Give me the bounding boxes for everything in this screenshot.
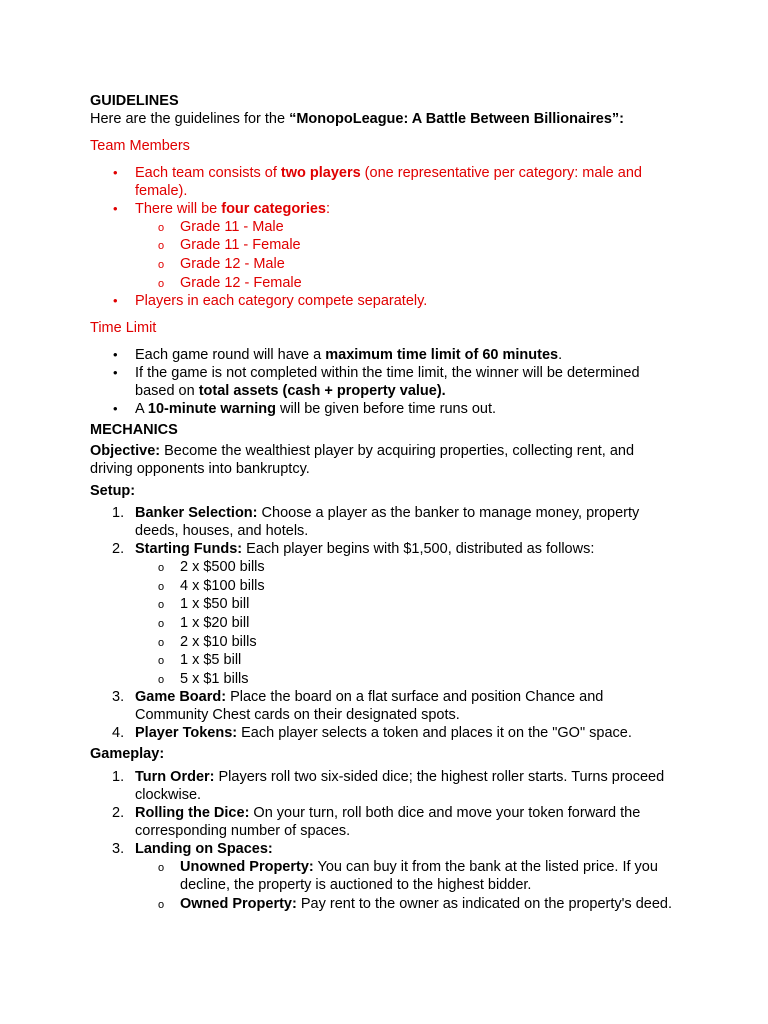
list-item bbox=[90, 688, 680, 724]
objective-paragraph bbox=[90, 443, 680, 478]
item-number: 3. bbox=[112, 840, 125, 857]
item-bold: total assets (cash + property value). bbox=[198, 382, 446, 399]
list-item bbox=[90, 724, 680, 742]
list-item bbox=[90, 292, 680, 310]
bullet-marker: • bbox=[113, 364, 118, 380]
item-text: Each player selects a token and places it on the "GO" space. bbox=[237, 725, 632, 742]
category-item bbox=[90, 274, 680, 293]
sub-bullet-marker: o bbox=[158, 861, 165, 874]
item-text: (one representative per category: male and female). bbox=[135, 164, 642, 199]
item-number: 2. bbox=[112, 541, 125, 558]
item-label: Unowned Property: bbox=[180, 858, 314, 875]
item-label: Starting Funds: bbox=[135, 541, 243, 558]
sub-bullet-marker: o bbox=[158, 258, 165, 271]
item-text: Players roll two six-sided dice; the highest roller starts. Turns proceed clockwise. bbox=[135, 768, 665, 803]
item-label: Turn Order: bbox=[135, 768, 215, 785]
list-item bbox=[90, 200, 680, 218]
bill-item bbox=[90, 614, 680, 633]
guidelines-heading: GUIDELINES bbox=[90, 93, 179, 109]
bill-item bbox=[90, 670, 680, 689]
bill-item bbox=[90, 595, 680, 614]
item-label: Player Tokens: bbox=[135, 725, 238, 742]
list-item bbox=[90, 504, 680, 540]
item-text: Players in each category compete separately. bbox=[135, 293, 428, 310]
objective-label: Objective: bbox=[90, 443, 161, 460]
item-text: Each player begins with $1,500, distributed as follows: bbox=[242, 541, 595, 558]
setup-list bbox=[90, 504, 680, 742]
gameplay-list bbox=[90, 768, 680, 914]
sub-bullet-marker: o bbox=[158, 673, 165, 686]
guidelines-intro bbox=[90, 111, 680, 129]
sub-bullet-marker: o bbox=[158, 655, 165, 668]
space-item bbox=[90, 858, 680, 895]
team-members-list bbox=[90, 164, 680, 310]
item-number: 1. bbox=[112, 768, 125, 785]
item-bold: maximum time limit of 60 minutes bbox=[325, 346, 559, 363]
item-text: You can buy it from the bank at the listed price. If you decline, the property is auctioned to the highest bidder. bbox=[180, 858, 658, 894]
sub-bullet-marker: o bbox=[158, 636, 165, 649]
category-text: Grade 11 - Female bbox=[180, 237, 301, 254]
item-text: . bbox=[558, 346, 563, 363]
item-label: Banker Selection: bbox=[135, 505, 258, 522]
category-text: Grade 12 - Male bbox=[180, 255, 285, 272]
time-limit-heading: Time Limit bbox=[90, 320, 157, 337]
sub-bullet-marker: o bbox=[158, 599, 165, 612]
item-text: There will be bbox=[135, 200, 222, 217]
bullet-marker: • bbox=[113, 164, 118, 180]
bullet-marker: • bbox=[113, 346, 118, 362]
list-item bbox=[90, 400, 680, 418]
item-text: : bbox=[325, 200, 331, 217]
item-number: 2. bbox=[112, 804, 125, 821]
intro-text: Here are the guidelines for the bbox=[90, 110, 290, 127]
list-item bbox=[90, 364, 680, 400]
bill-item bbox=[90, 633, 680, 652]
item-text: will be given before time runs out. bbox=[276, 400, 497, 417]
item-number: 3. bbox=[112, 689, 125, 706]
list-item bbox=[90, 804, 680, 840]
bill-item bbox=[90, 577, 680, 596]
document-content bbox=[90, 93, 680, 914]
bill-text: 2 x $10 bills bbox=[180, 633, 257, 650]
sub-bullet-marker: o bbox=[158, 899, 165, 912]
bill-text: 2 x $500 bills bbox=[180, 559, 265, 576]
category-text: Grade 12 - Female bbox=[180, 274, 302, 291]
category-item bbox=[90, 236, 680, 255]
item-label: Game Board: bbox=[135, 689, 227, 706]
category-item bbox=[90, 255, 680, 274]
item-label: Rolling the Dice: bbox=[135, 804, 250, 821]
item-text: Choose a player as the banker to manage money, property deeds, houses, and hotels. bbox=[135, 505, 640, 540]
item-bold: two players bbox=[280, 164, 361, 181]
sub-bullet-marker: o bbox=[158, 277, 165, 290]
item-bold: 10-minute warning bbox=[147, 400, 277, 417]
bill-text: 1 x $5 bill bbox=[180, 652, 242, 669]
setup-heading: Setup: bbox=[90, 482, 136, 499]
item-text: Each game round will have a bbox=[135, 346, 326, 363]
item-text: On your turn, roll both dice and move your token forward the corresponding number of spaces. bbox=[135, 804, 641, 839]
bill-text: 1 x $50 bill bbox=[180, 596, 250, 613]
list-item bbox=[90, 540, 680, 558]
bullet-marker: • bbox=[113, 293, 118, 309]
list-item bbox=[90, 346, 680, 364]
bill-text: 5 x $1 bills bbox=[180, 670, 249, 687]
event-title: “MonopoLeague: A Battle Between Billionaires”: bbox=[289, 110, 624, 127]
sub-bullet-marker: o bbox=[158, 240, 165, 253]
objective-text: Become the wealthiest player by acquiring properties, collecting rent, and driving opponents into bankruptcy. bbox=[90, 443, 635, 477]
list-item bbox=[90, 164, 680, 200]
bill-text: 4 x $100 bills bbox=[180, 577, 265, 594]
sub-bullet-marker: o bbox=[158, 617, 165, 630]
item-text: A bbox=[135, 400, 148, 417]
mechanics-heading: MECHANICS bbox=[90, 421, 178, 438]
item-text: Pay rent to the owner as indicated on the property's deed. bbox=[296, 896, 672, 913]
item-bold: four categories bbox=[221, 200, 326, 217]
sub-bullet-marker: o bbox=[158, 221, 165, 234]
bill-item bbox=[90, 651, 680, 670]
item-label: Owned Property: bbox=[180, 896, 297, 913]
bullet-marker: • bbox=[113, 400, 118, 416]
category-item bbox=[90, 218, 680, 237]
time-limit-list bbox=[90, 346, 680, 418]
bill-text: 1 x $20 bill bbox=[180, 614, 250, 631]
gameplay-heading: Gameplay: bbox=[90, 746, 165, 763]
item-number: 4. bbox=[112, 725, 125, 742]
list-item bbox=[90, 840, 680, 858]
team-members-heading: Team Members bbox=[90, 138, 190, 155]
space-item bbox=[90, 895, 680, 914]
item-number: 1. bbox=[112, 505, 125, 522]
item-text: If the game is not completed within the time limit, the winner will be determined based on bbox=[135, 364, 640, 399]
category-text: Grade 11 - Male bbox=[180, 218, 284, 235]
bullet-marker: • bbox=[113, 200, 118, 216]
list-item bbox=[90, 768, 680, 804]
item-text: Each team consists of bbox=[135, 164, 281, 181]
sub-bullet-marker: o bbox=[158, 580, 165, 593]
item-label: Landing on Spaces: bbox=[135, 840, 273, 857]
item-text: Place the board on a flat surface and position Chance and Community Chest cards on their designated spots. bbox=[135, 689, 604, 724]
bill-item bbox=[90, 558, 680, 577]
sub-bullet-marker: o bbox=[158, 562, 165, 575]
